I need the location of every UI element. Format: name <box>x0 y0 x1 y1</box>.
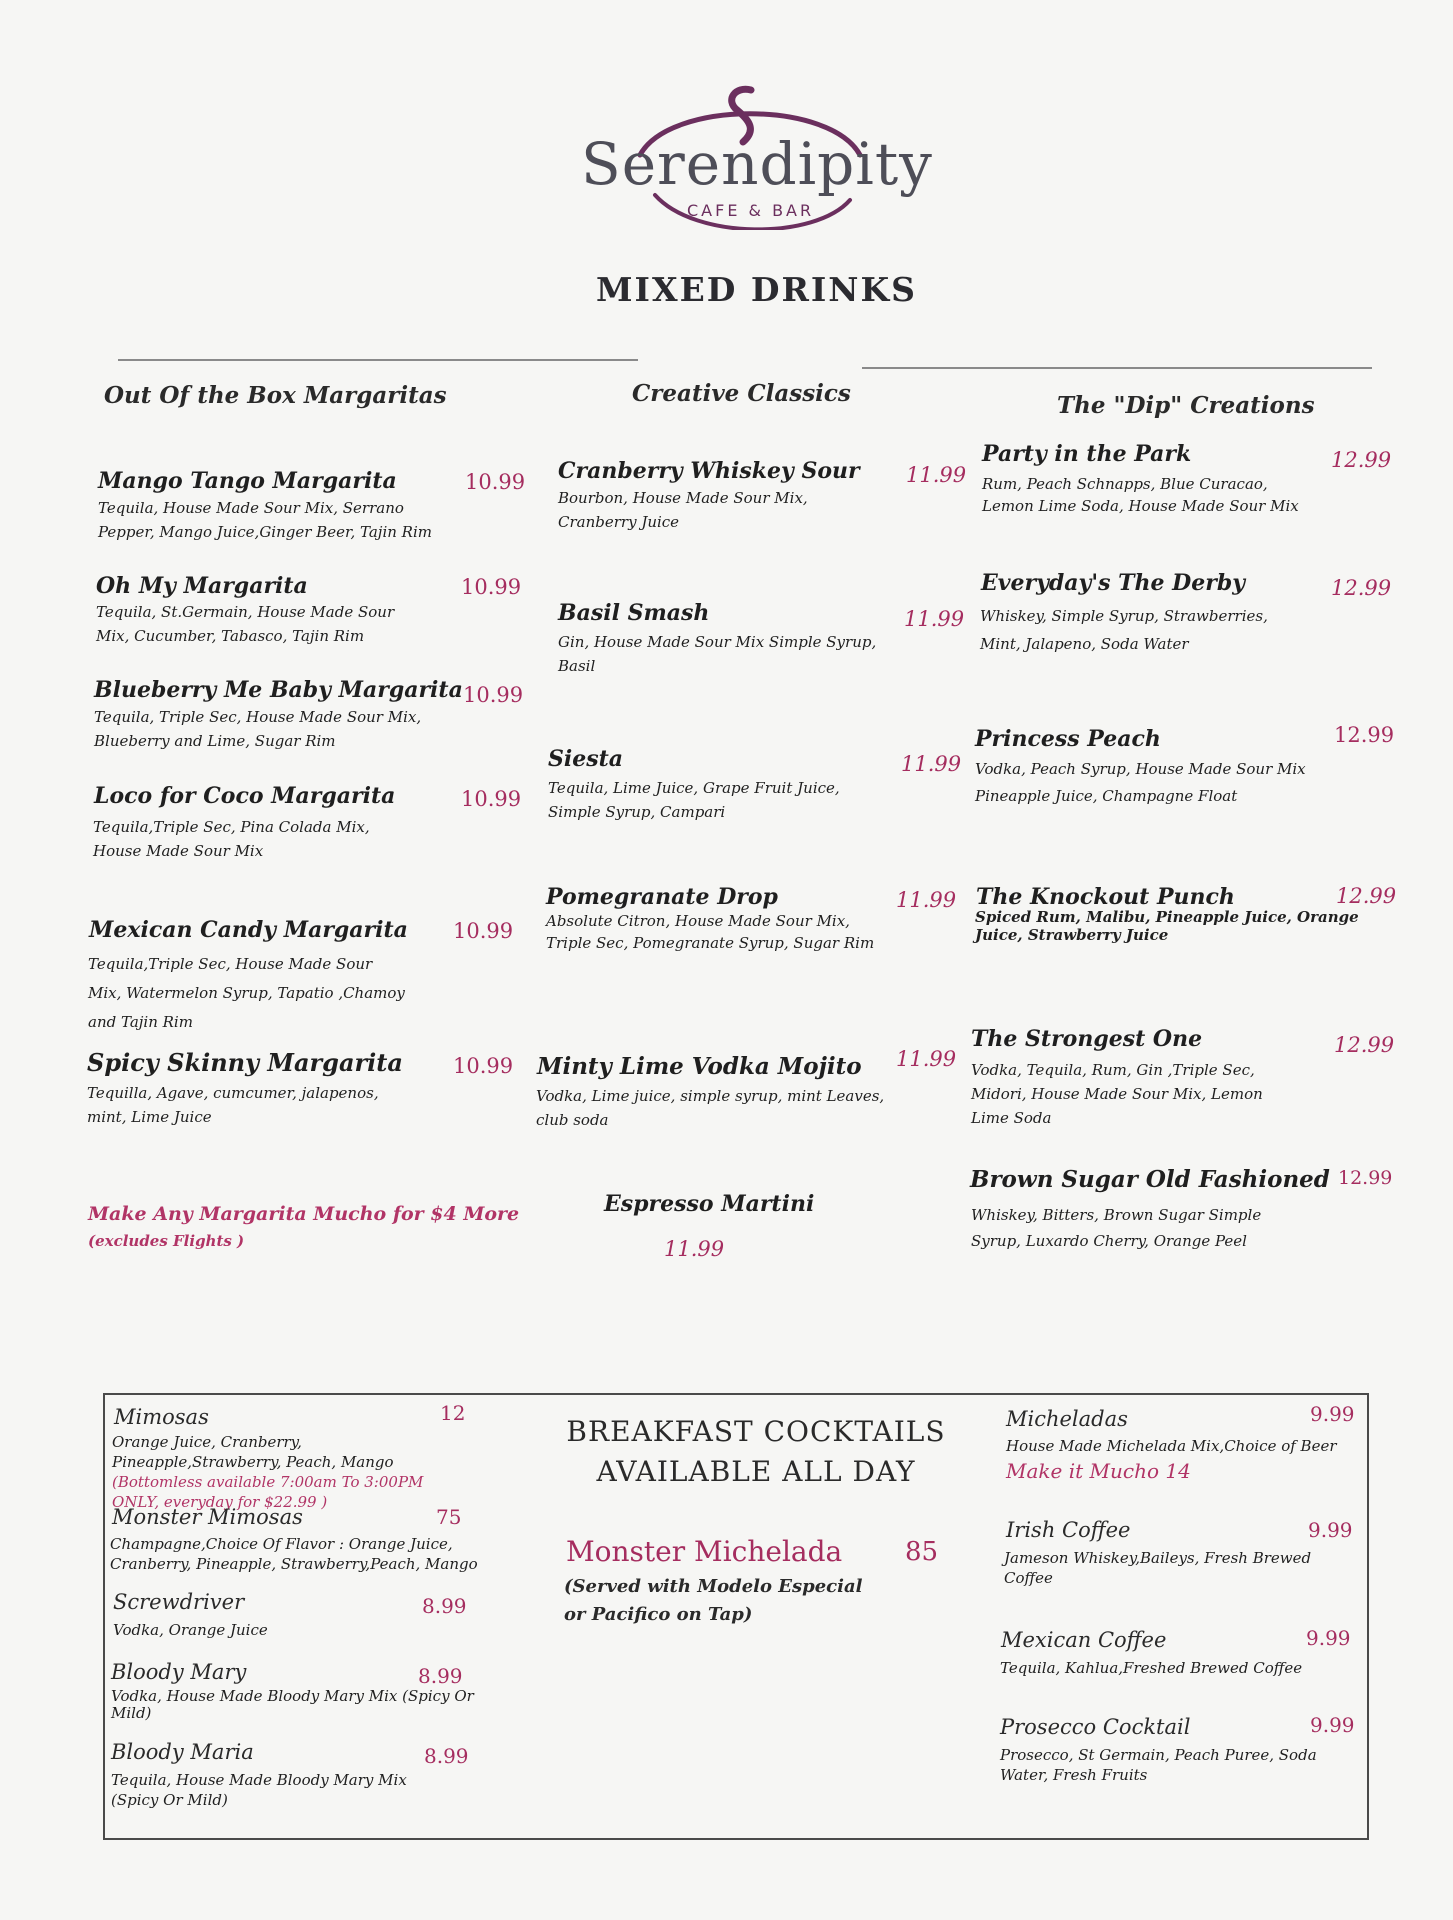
breakfast-title-line2: AVAILABLE ALL DAY <box>596 1455 916 1488</box>
mucho-upgrade: Make it Mucho 14 <box>1006 1459 1191 1483</box>
item-name: Spicy Skinny Margarita <box>87 1048 403 1077</box>
item-price: 11.99 <box>664 1237 725 1261</box>
item-price: 75 <box>436 1505 462 1529</box>
item-desc: Tequila,Triple Sec, Pina Colada Mix, House Made Sour Mix <box>93 818 370 860</box>
item-price: 10.99 <box>463 683 524 707</box>
item-desc-main: Orange Juice, Cranberry, Pineapple,Strawberry, Peach, Mango <box>112 1433 394 1471</box>
item-name: Brown Sugar Old Fashioned <box>970 1166 1330 1193</box>
item-name: Prosecco Cocktail <box>1000 1715 1191 1739</box>
item-desc: Rum, Peach Schnapps, Blue Curacao, Lemon Lime Soda, House Made Sour Mix <box>982 475 1299 515</box>
section-title-dip: The "Dip" Creations <box>1057 392 1315 419</box>
item-desc: Spiced Rum, Malibu, Pineapple Juice, Orange Juice, Strawberry Juice <box>975 908 1359 944</box>
item-name: Princess Peach <box>975 726 1161 752</box>
item-desc: Tequila, Triple Sec, House Made Sour Mix, Blueberry and Lime, Sugar Rim <box>94 708 422 750</box>
item-price: 11.99 <box>906 463 967 487</box>
item-desc: Vodka, House Made Bloody Mary Mix (Spicy Or Mild) <box>111 1687 474 1722</box>
item-desc: Tequilla, Agave, cumcumer, jalapenos, mint, Lime Juice <box>87 1084 379 1126</box>
monster-michelada-name: Monster Michelada <box>566 1535 843 1568</box>
item-desc: Vodka, Orange Juice <box>113 1621 268 1639</box>
item-price: 12 <box>440 1401 466 1425</box>
item-name: Screwdriver <box>113 1590 245 1614</box>
section-title-margaritas: Out Of the Box Margaritas <box>104 382 447 409</box>
item-price: 10.99 <box>461 575 522 599</box>
item-price: 12.99 <box>1331 448 1392 472</box>
item-name: Mimosas <box>114 1405 209 1429</box>
item-price: 8.99 <box>424 1744 469 1768</box>
item-name: Mexican Candy Margarita <box>89 917 408 943</box>
breakfast-title <box>556 1412 956 1492</box>
item-name: Basil Smash <box>558 600 710 626</box>
item-name: Siesta <box>548 746 624 772</box>
item-name: Pomegranate Drop <box>546 884 778 910</box>
item-price: 11.99 <box>904 607 965 631</box>
item-desc: Champagne,Choice Of Flavor : Orange Juice, Cranberry, Pineapple, Strawberry,Peach, Mango <box>110 1535 478 1573</box>
item-desc: Tequila,Triple Sec, House Made Sour Mix, Watermelon Syrup, Tapatio ,Chamoy and Tajin Rim <box>88 955 405 1031</box>
breakfast-title-line1: BREAKFAST COCKTAILS <box>566 1415 946 1448</box>
brand-tagline: CAFE & BAR <box>687 201 815 220</box>
item-name: Cranberry Whiskey Sour <box>558 458 860 484</box>
monster-michelada-desc: (Served with Modelo Especial or Pacifico on Tap) <box>564 1576 863 1625</box>
section-title-classics: Creative Classics <box>632 380 851 407</box>
item-desc: Vodka, Peach Syrup, House Made Sour Mix Pineapple Juice, Champagne Float <box>975 760 1306 805</box>
item-name: Irish Coffee <box>1006 1518 1131 1542</box>
item-desc: Gin, House Made Sour Mix Simple Syrup, Basil <box>558 633 877 675</box>
item-price: 9.99 <box>1308 1518 1353 1542</box>
item-desc: Bourbon, House Made Sour Mix, Cranberry Juice <box>558 489 808 531</box>
logo <box>575 80 933 230</box>
item-desc: Absolute Citron, House Made Sour Mix, Triple Sec, Pomegranate Syrup, Sugar Rim <box>546 912 875 952</box>
item-price: 9.99 <box>1310 1713 1355 1737</box>
monster-michelada-price: 85 <box>905 1537 939 1567</box>
item-price: 10.99 <box>465 470 526 494</box>
item-desc: Vodka, Tequila, Rum, Gin ,Triple Sec, Midori, House Made Sour Mix, Lemon Lime Soda <box>971 1061 1263 1127</box>
item-price: 12.99 <box>1334 723 1395 747</box>
item-name: Bloody Maria <box>111 1740 254 1764</box>
item-desc: Tequila, Kahlua,Freshed Brewed Coffee <box>1000 1659 1303 1677</box>
item-price: 12.99 <box>1336 884 1397 908</box>
item-price: 9.99 <box>1310 1402 1355 1426</box>
item-price: 12.99 <box>1334 1033 1395 1057</box>
item-price: 12.99 <box>1331 576 1392 600</box>
item-name: The Knockout Punch <box>976 884 1235 910</box>
item-name: Blueberry Me Baby Margarita <box>94 677 463 703</box>
item-name: Everyday's The Derby <box>981 570 1245 596</box>
item-price: 11.99 <box>896 888 957 912</box>
mucho-note: Make Any Margarita Mucho for $4 More <box>88 1203 520 1225</box>
brand-name: Serendipity <box>581 130 933 198</box>
page-title: MIXED DRINKS <box>596 270 917 309</box>
item-desc: Tequila, Lime Juice, Grape Fruit Juice, Simple Syrup, Campari <box>548 779 840 821</box>
item-desc: Tequila, House Made Sour Mix, Serrano Pepper, Mango Juice,Ginger Beer, Tajin Rim <box>98 499 432 541</box>
item-price: 9.99 <box>1306 1626 1351 1650</box>
item-desc <box>112 1432 472 1512</box>
item-price: 12.99 <box>1338 1167 1393 1189</box>
item-price: 8.99 <box>422 1594 467 1618</box>
divider-right <box>862 367 1372 369</box>
item-desc: Tequila, St.Germain, House Made Sour Mix, Cucumber, Tabasco, Tajin Rim <box>96 603 395 645</box>
item-price: 10.99 <box>461 787 522 811</box>
item-desc: Whiskey, Simple Syrup, Strawberries, Mint, Jalapeno, Soda Water <box>980 607 1268 653</box>
item-name: The Strongest One <box>971 1026 1203 1052</box>
item-desc: Jameson Whiskey,Baileys, Fresh Brewed Coffee <box>1004 1549 1312 1587</box>
item-price: 10.99 <box>453 919 514 943</box>
item-desc: Prosecco, St Germain, Peach Puree, Soda Water, Fresh Fruits <box>1000 1746 1317 1784</box>
item-price: 11.99 <box>901 752 962 776</box>
item-name: Minty Lime Vodka Mojito <box>537 1053 862 1080</box>
item-name: Loco for Coco Margarita <box>94 783 396 809</box>
item-desc: Vodka, Lime juice, simple syrup, mint Leaves, club soda <box>536 1087 885 1129</box>
divider-left <box>118 359 638 361</box>
item-price: 8.99 <box>418 1664 463 1688</box>
bottomless-note: (Bottomless available 7:00am To 3:00PM ONLY, everyday for $22.99 ) <box>112 1473 424 1511</box>
item-name: Espresso Martini <box>604 1191 815 1217</box>
item-name: Micheladas <box>1006 1407 1128 1431</box>
item-name: Mexican Coffee <box>1001 1628 1167 1652</box>
mucho-note-sub: (excludes Flights ) <box>88 1232 245 1250</box>
item-price: 10.99 <box>453 1054 514 1078</box>
item-desc: Whiskey, Bitters, Brown Sugar Simple Syrup, Luxardo Cherry, Orange Peel <box>971 1206 1262 1250</box>
item-desc: House Made Michelada Mix,Choice of Beer <box>1006 1437 1337 1455</box>
item-name: Bloody Mary <box>111 1660 247 1684</box>
item-desc: Tequila, House Made Bloody Mary Mix (Spicy Or Mild) <box>111 1771 407 1809</box>
item-name: Party in the Park <box>982 441 1192 467</box>
item-name: Oh My Margarita <box>96 573 308 599</box>
item-price: 11.99 <box>896 1047 957 1071</box>
item-name: Mango Tango Margarita <box>98 468 397 494</box>
item-name: Monster Mimosas <box>112 1505 303 1529</box>
